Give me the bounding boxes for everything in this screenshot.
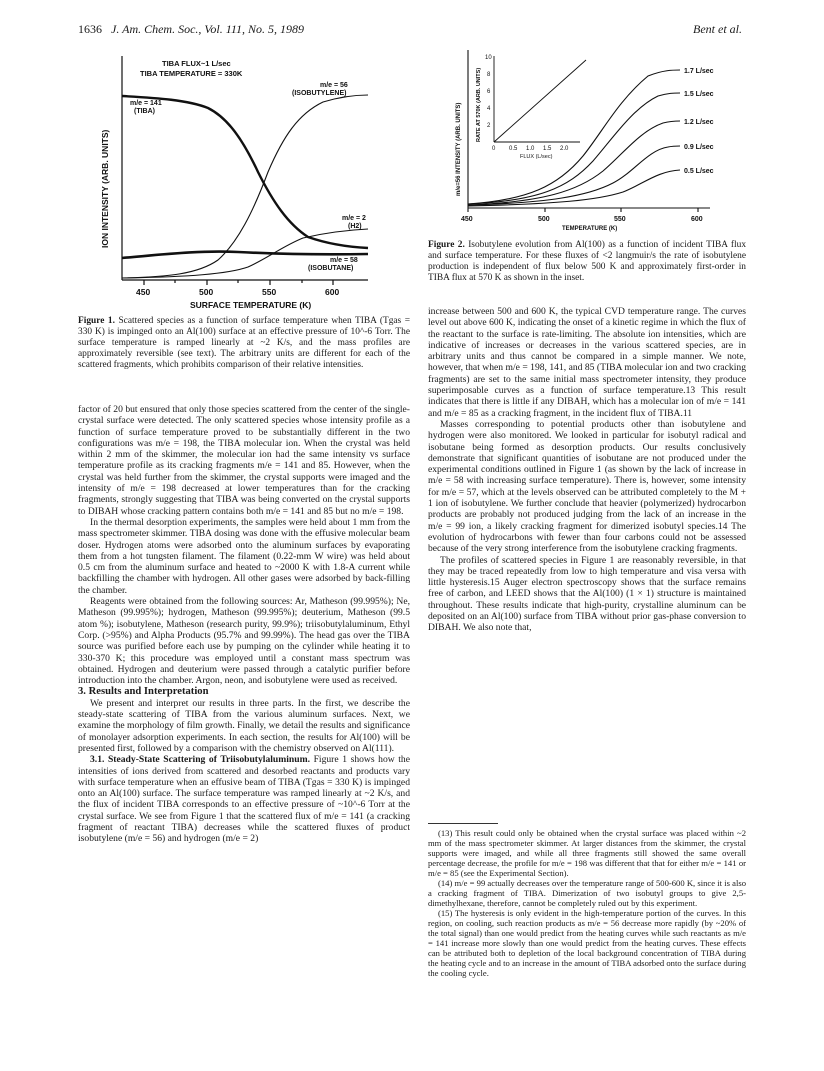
curve-label-1-2: 1.2 L/sec (684, 119, 714, 126)
curve-tiba-141 (122, 96, 368, 248)
label-isobutane-a: m/e = 58 (330, 257, 358, 264)
figure-1-curves (122, 95, 368, 278)
inset-line (494, 60, 586, 142)
curve-label-0-9: 0.9 L/sec (684, 144, 714, 151)
right-paragraph-3: The profiles of scattered species in Figure 1 are reasonably reversible, in that they may be traced repeatedly from low to high temperature and visa versa with little hysteresis.15 Auger electron spectroscopy shows that the surface remains free of carbon, and LEED shows that the Al(100) (1 × 1) structure is maintained throughout. These results indicate that high-purity, crystalline aluminum can be deposited on an Al(100) surface from TIBA without prior gas-phase conversion to DIBAH. We also note that, (428, 554, 746, 634)
page-number: 1636 (78, 22, 102, 36)
inset-ytick-8: 8 (487, 72, 491, 78)
figure-1-xlabel: SURFACE TEMPERATURE (K) (190, 300, 312, 310)
inset-xlabel: FLUX (L/sec) (520, 154, 553, 160)
inset-xtick-1-0: 1.0 (526, 146, 535, 152)
footnote-14: (14) m/e = 99 actually decreases over the temperature range of 500-600 K, since it is also a cracking fragment of TIBA. Dimerization of two isobutyl groups to give 2,5-dimethylhexane, therefore, cannot be completely ruled out by this experiment. (428, 878, 746, 908)
figure-1 (78, 52, 408, 314)
left-paragraph-2: In the thermal desorption experiments, the samples were held about 1 mm from the mass spectrometer skimmer. TIBA dosing was done with the effusive molecular beam doser. Hydrogen atoms were adsorbed onto the aluminum surfaces by evaporating them from a hot tungsten filament. The filament (0.22-mm W wire) was held about 0.5 cm from the aluminum surface and heated to ~2000 K with 1.8-A current while backfilling the chamber with hydrogen. All other gases were adsorbed by back-filling the chamber. (78, 516, 410, 596)
figure-2-ylabel: m/e=56 INTENSITY (ARB. UNITS) (456, 102, 462, 196)
figure-1-xtick-450: 450 (136, 287, 151, 297)
label-tiba-a: m/e = 141 (130, 100, 162, 107)
journal-citation: J. Am. Chem. Soc., Vol. 111, No. 5, 1989 (111, 22, 304, 36)
figure-1-ylabel: ION INTENSITY (ARB. UNITS) (100, 129, 110, 248)
left-paragraph-1: factor of 20 but ensured that only those species scattered from the center of the single-crystal surface were detected. The only scattered species whose intensity profile as a function of surface temperature proved to be substantially different in the two configurations was m/e = 198, the TIBA molecular ion. When the crystal was held within 2 mm of the skimmer, the molecular ion had the same intensity vs surface temperature profile as its cracking fragments m/e = 141 and 85. However, when the crystal was held further from the skimmer, the crystal supports were imaged and the intensity of m/e = 198 decreased at lower temperatures than for the cracking fragments, strongly suggesting that TIBA was being converted on the crystal supports to DIBAH whose cracking pattern contains both m/e = 141 and 85 but no m/e = 198. (78, 404, 410, 517)
section-heading: 3. Results and Interpretation (78, 686, 209, 698)
figure-2-caption (428, 240, 746, 284)
left-paragraph-5 (78, 754, 410, 844)
footnote-15: (15) The hysteresis is only evident in the high-temperature portion of the curves. In this region, on cooling, such reaction products as m/e = 56 decrease more rapidly (by ~20% of the total signal) than one would predict from the heating curves while such reactants as m/e = 141 increase more slowly than one would predict from the heating curves. These effects can be attributed both to depletion of the local background concentration of TIBA during the heating cycle and to an increase in the amount of TIBA adsorbed onto the surface during the cooling cycle. (428, 908, 746, 978)
figure-2-caption-label: Figure 2. (428, 240, 465, 250)
inset-ytick-2: 2 (487, 123, 491, 129)
left-paragraph-5-text: Figure 1 shows how the intensities of ions derived from scattered and desorbed reactants and products vary with surface temperature when an effusive beam of TIBA (Tgas = 330 K) is impinged onto an Al(100) surface. The surface temperature was ramped linearly at ~2 K/s, and the flux of incident TIBA corresponds to an effective pressure of ~10^-6 Torr at the crystal surface. We see from Figure 1 that the scattered flux of m/e = 141 (a cracking fragment of reactant TIBA) decreases while the scattered fluxes of product isobutylene (m/e = 56) and hydrogen (m/e = 2) (78, 754, 410, 845)
footnote-rule (428, 823, 498, 824)
label-isobutylene-b: (ISOBUTYLENE) (292, 90, 347, 97)
figure-2-xtick-450: 450 (461, 216, 473, 223)
subsection-heading: 3.1. Steady-State Scattering of Triisobutylaluminum. (90, 754, 310, 766)
inset-ytick-4: 4 (487, 106, 491, 112)
inset-xtick-0-5: 0.5 (509, 146, 518, 152)
curve-label-1-7: 1.7 L/sec (684, 68, 714, 75)
curve-isobutylene-56 (122, 95, 368, 278)
figure-2-xtick-550: 550 (614, 216, 626, 223)
figure-2 (418, 46, 748, 232)
figure-2-caption-text: Isobutylene evolution from Al(100) as a function of incident TIBA flux and surface temperature. For these fluxes of <2 langmuir/s the rate of isobutylene production is independent of flux below 500 K and approximately first-order in TIBA flux at 570 K as shown in the inset. (428, 240, 747, 283)
figure-2-xlabel: TEMPERATURE (K) (562, 226, 618, 232)
label-h2-b: (H2) (348, 223, 362, 230)
figure-1-xtick-550: 550 (262, 287, 277, 297)
left-paragraph-4: We present and interpret our results in three parts. In the first, we describe the steady-state scattering of TIBA from the various aluminum surfaces. Next, we examine the morphology of film growth. Finally, we detail the results and significance of monolayer adsorption experiments. In each section, the results for Al(100) will be presented first, followed by a comparison with the chemistry observed on Al(111). (78, 697, 410, 754)
inset-ylabel: RATE AT 570K (ARB. UNITS) (476, 67, 482, 142)
curve-label-0-5: 0.5 L/sec (684, 168, 714, 175)
running-header-left (78, 22, 304, 37)
figure-1-caption-label: Figure 1. (78, 316, 115, 326)
right-paragraph-2: Masses corresponding to potential products other than isobutylene and hydrogen were also monitored. We looked in particular for isobutyl radical and isobutane being formed as desorption products. Our results conclusively demonstrate that significant quantities of isobutane are not produced under the experimental conditions outlined in Figure 1 (as shown by the lack of increase in m/e = 58 with increasing surface temperature). There is, however, some intensity for m/e = 57, which at the levels observed can be attributed completely to the M + 1 ion of isobutylene. We further conclude that heavier (polymerized) hydrocarbon products are probably not produced judging from the lack of an increase in the m/e = 99 ion, a likely cracking fragment for dimerized isobutyl species.14 The evolution of hydrocarbons with fewer than four carbons could not be assessed because of the very strong interference from the isobutylene cracking fragments. (428, 418, 746, 555)
label-h2-a: m/e = 2 (342, 215, 366, 222)
figure-1-caption (78, 316, 410, 371)
figure-1-flux-label: TIBA FLUX~1 L/sec (162, 59, 231, 68)
figure-1-xtick-500: 500 (199, 287, 214, 297)
label-isobutylene-a: m/e = 56 (320, 82, 348, 89)
inset-ytick-6: 6 (487, 89, 491, 95)
figure-1-temp-label: TIBA TEMPERATURE = 330K (140, 69, 243, 78)
label-tiba-b: (TIBA) (134, 108, 155, 115)
curve-0-9 (468, 146, 680, 205)
figure-2-axes (468, 50, 710, 212)
curve-1-2 (468, 121, 680, 205)
left-column (78, 404, 410, 845)
right-column (428, 306, 746, 634)
footnotes (428, 828, 746, 978)
inset-xtick-2-0: 2.0 (560, 146, 569, 152)
label-isobutane-b: (ISOBUTANE) (308, 265, 354, 272)
figure-1-xtick-600: 600 (325, 287, 340, 297)
curve-label-1-5: 1.5 L/sec (684, 91, 714, 98)
running-header-authors: Bent et al. (693, 22, 742, 36)
figure-2-inset-axes (494, 56, 586, 142)
figure-2-xtick-500: 500 (538, 216, 550, 223)
left-paragraph-3: Reagents were obtained from the following sources: Ar, Matheson (99.995%); Ne, Matheson (99.995%); hydrogen, Matheson (99.995%); deuterium, Matheson (99.5 atom %); isobutylene, Matheson (research purity, 99.9%); triisobutylaluminum, Ethyl Corp. (>95%) and Alpha Products (95.7% and 99.99%). The head gas over the TIBA source was purified before each use by pumping on the cylinder while heating it to 330-370 K; this procedure was employed until a constant mass spectrum was obtained. Hydrogen and deuterium were passed through a catalytic purifier before introduction into the chamber. Argon, neon, and isobutylene were used as received. (78, 596, 410, 687)
inset-xtick-0: 0 (492, 146, 496, 152)
right-paragraph-1: increase between 500 and 600 K, the typical CVD temperature range. The curves level out above 600 K, indicating the onset of a kinetic regime in which the flux of the reactant to the surface is rate-limiting. The absolute ion intensities, which are indicative of increases or decreases in the various scattered species, are in arbitrary units and thus cannot be compared in a simple manner. We note, however, that when m/e = 198, 141, and 85 (TIBA molecular ion and two cracking fragments) are set to the same initial mass spectrometer intensity, they produce superimposable curves as a function of surface temperature.13 This result indicates that there is little if any DIBAH, which has a molecular ion of m/e = 141 and m/e = 85 as a cracking fragment, in the incident flux of TIBA.11 (428, 306, 746, 419)
figure-1-caption-text: Scattered species as a function of surface temperature when TIBA (Tgas = 330 K) is impinged onto an Al(100) surface at an effective pressure of 10^-6 Torr. The surface temperature is ramped linearly at ~2 K/s, and the mass profiles are approximately reversible (see text). The arbitrary units are different for each of the scattered fragments, which prohibits comparison of their relative intensities. (78, 316, 410, 370)
footnote-13: (13) This result could only be obtained when the crystal surface was placed within ~2 mm of the mass spectrometer skimmer. At larger distances from the skimmer, the crystal supports were imaged, and while all three fragments still showed the same overall percentage decrease, the profile for m/e = 198 was different that that for either m/e = 141 or m/e = 85 (see the Experimental Section). (428, 828, 746, 878)
figure-2-xtick-600: 600 (691, 216, 703, 223)
inset-ytick-10: 10 (485, 55, 492, 61)
inset-xtick-1-5: 1.5 (543, 146, 552, 152)
figure-2-curves (468, 67, 680, 206)
